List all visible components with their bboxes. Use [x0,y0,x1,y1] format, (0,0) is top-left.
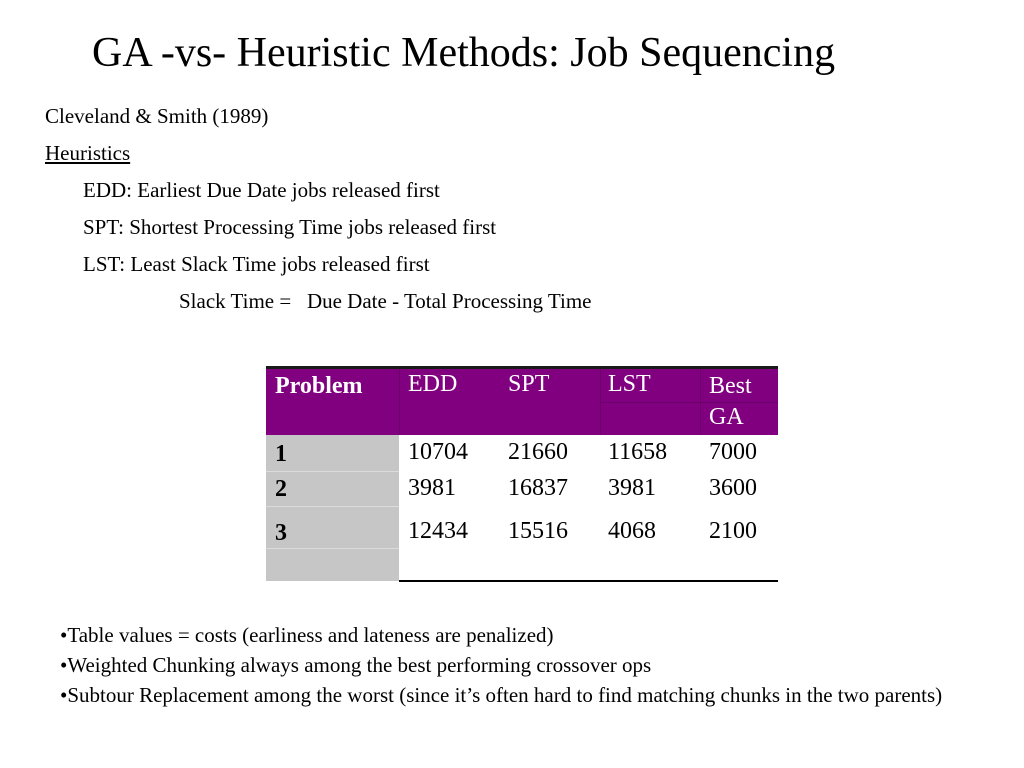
table-row-1-best-ga: 7000 [709,439,757,465]
slack-time-formula: Slack Time = Due Date - Total Processing Time [179,289,592,313]
note-item: •Subtour Replacement among the worst (since it’s often hard to find matching chunks in the two parents) [60,683,943,707]
table-row-2-lst: 3981 [608,475,656,501]
note-item: •Weighted Chunking always among the best performing crossover ops [60,653,652,677]
row-separator [266,506,399,507]
note-item: •Table values = costs (earliness and lateness are penalized) [60,623,554,647]
table-row-1-problem: 1 [275,441,287,467]
slide-title: GA -vs- Heuristic Methods: Job Sequencing [92,30,836,76]
table-row-3-edd: 12434 [408,518,468,544]
heuristic-lst: LST: Least Slack Time jobs released first [83,252,430,276]
table-row-3-best-ga: 2100 [709,518,757,544]
header-lst: LST [608,371,651,397]
header-divider [399,369,400,435]
table-row-1-spt: 21660 [508,439,568,465]
table-row-2-best-ga: 3600 [709,475,757,501]
table-row-3-spt: 15516 [508,518,568,544]
header-ga: GA [709,404,744,430]
header-divider [600,402,778,403]
header-edd: EDD [408,371,458,397]
notes-list [55,620,1005,710]
row-separator [266,471,399,472]
table-bottom-border [399,580,778,582]
table-row-1-edd: 10704 [408,439,468,465]
header-best: Best [709,373,752,399]
table-row-2-problem: 2 [275,476,287,502]
table-row-1-lst: 11658 [608,439,668,465]
table-row-3-problem: 3 [275,520,287,546]
heuristics-heading: Heuristics [45,141,131,165]
header-spt: SPT [508,371,550,397]
table-row-2-spt: 16837 [508,475,568,501]
heuristic-edd: EDD: Earliest Due Date jobs released first [83,178,440,202]
header-problem: Problem [275,373,363,399]
citation: Cleveland & Smith (1989) [45,104,269,128]
table-row-3-lst: 4068 [608,518,656,544]
table-row-2-edd: 3981 [408,475,456,501]
results-table [266,366,778,583]
heuristic-spt: SPT: Shortest Processing Time jobs released first [83,215,497,239]
